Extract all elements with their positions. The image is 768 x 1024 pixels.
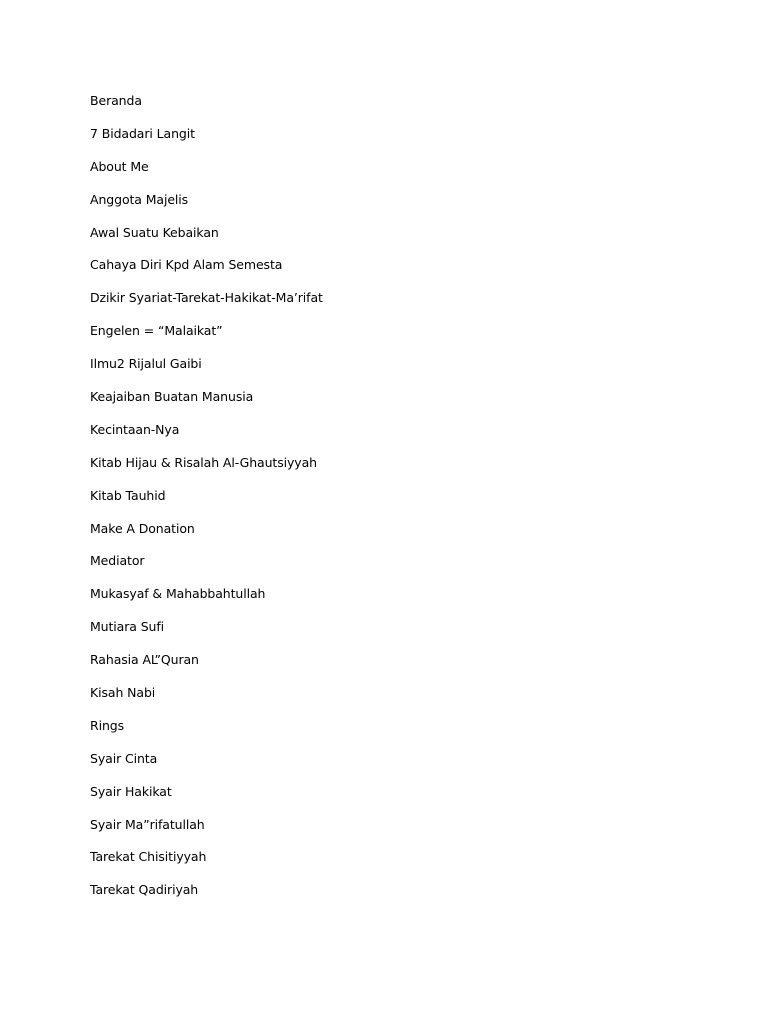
menu-item-tarekat-qadiriyah[interactable]: Tarekat Qadiriyah: [90, 882, 199, 898]
menu-item-cahaya-diri[interactable]: Cahaya Diri Kpd Alam Semesta: [90, 257, 283, 273]
menu-item-kitab-tauhid[interactable]: Kitab Tauhid: [90, 487, 166, 503]
menu-item-7-bidadari-langit[interactable]: 7 Bidadari Langit: [90, 125, 195, 141]
menu-item-rahasia-al-quran[interactable]: Rahasia AL”Quran: [90, 652, 199, 668]
menu-item-tarekat-chisitiyyah[interactable]: Tarekat Chisitiyyah: [90, 849, 207, 865]
menu-item-awal-suatu-kebaikan[interactable]: Awal Suatu Kebaikan: [90, 224, 219, 240]
menu-item-about-me[interactable]: About Me: [90, 158, 149, 174]
menu-item-kisah-nabi[interactable]: Kisah Nabi: [90, 685, 156, 701]
menu-item-rings[interactable]: Rings: [90, 717, 125, 733]
menu-item-ilmu2-rijalul-gaibi[interactable]: Ilmu2 Rijalul Gaibi: [90, 356, 202, 372]
menu-item-syair-cinta[interactable]: Syair Cinta: [90, 750, 158, 766]
menu-item-beranda[interactable]: Beranda: [90, 93, 142, 108]
menu-item-dzikir[interactable]: Dzikir Syariat-Tarekat-Hakikat-Ma’rifat: [90, 290, 323, 306]
menu-item-anggota-majelis[interactable]: Anggota Majelis: [90, 191, 189, 207]
menu-item-make-a-donation[interactable]: Make A Donation: [90, 520, 195, 536]
menu-item-syair-hakikat[interactable]: Syair Hakikat: [90, 783, 172, 799]
menu-item-keajaiban-buatan-manusia[interactable]: Keajaiban Buatan Manusia: [90, 389, 254, 405]
menu-item-engelen-malaikat[interactable]: Engelen = “Malaikat”: [90, 323, 223, 339]
menu-item-mukasyaf[interactable]: Mukasyaf & Mahabbahtullah: [90, 586, 266, 602]
menu-item-syair-marifatullah[interactable]: Syair Ma”rifatullah: [90, 816, 205, 832]
menu-item-kecintaan-nya[interactable]: Kecintaan-Nya: [90, 421, 180, 437]
page-menu-list: [90, 91, 323, 913]
menu-item-mutiara-sufi[interactable]: Mutiara Sufi: [90, 619, 165, 635]
menu-item-mediator[interactable]: Mediator: [90, 553, 145, 569]
menu-item-kitab-hijau[interactable]: Kitab Hijau & Risalah Al-Ghautsiyyah: [90, 454, 317, 470]
